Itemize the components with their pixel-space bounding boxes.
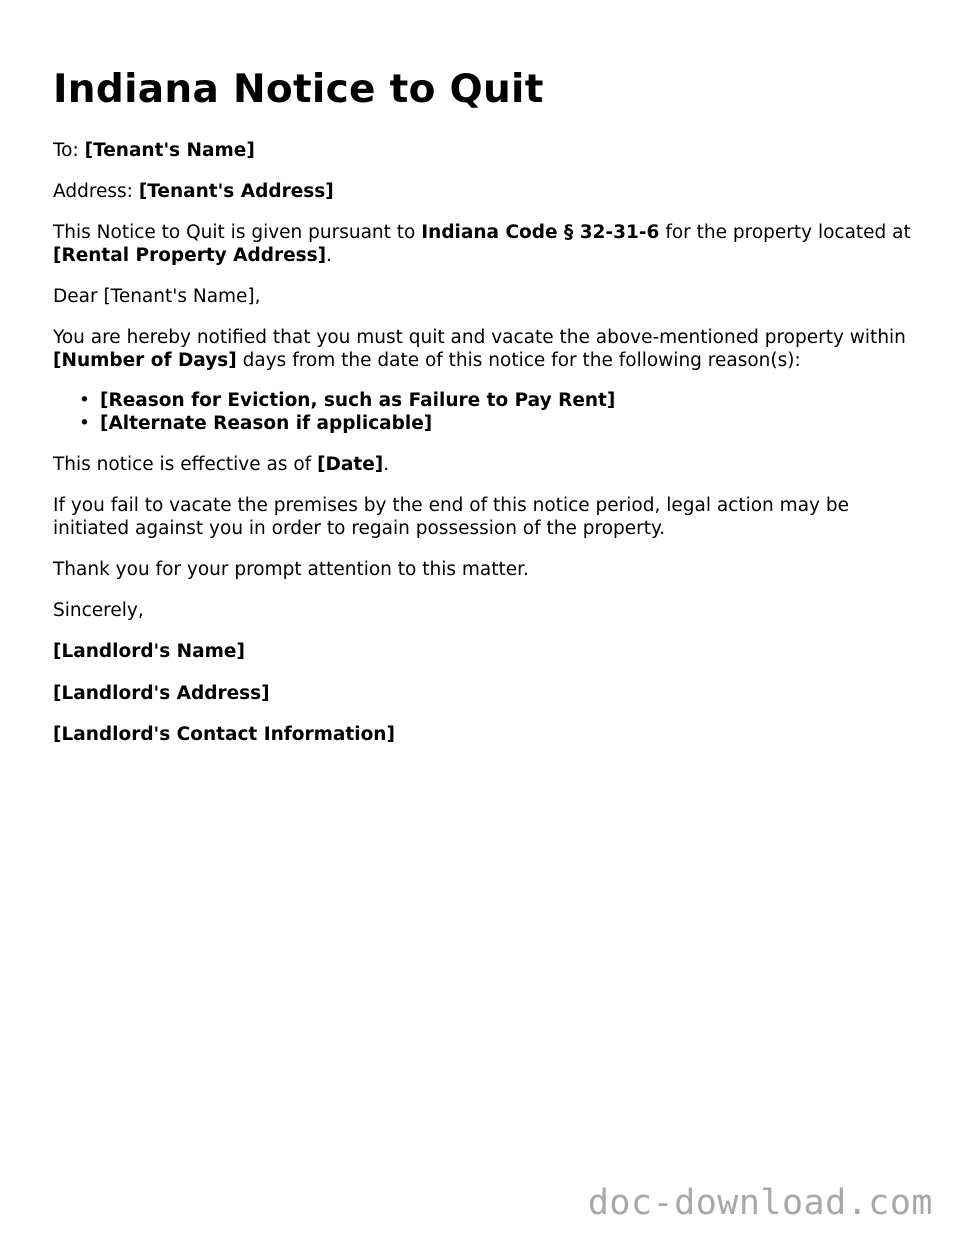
indiana-code-reference: Indiana Code § 32-31-6 — [421, 222, 660, 243]
thanks-line: Thank you for your prompt attention to this matter. — [53, 559, 529, 580]
number-of-days-placeholder: [Number of Days] — [53, 350, 237, 371]
notice-paragraph — [53, 326, 913, 372]
intro-paragraph — [53, 221, 913, 267]
date-placeholder: [Date] — [317, 454, 384, 475]
landlord-name-placeholder — [53, 640, 913, 663]
reason-text: [Reason for Eviction, such as Failure to Pay Rent] — [100, 390, 616, 411]
closing-line: Sincerely, — [53, 600, 144, 621]
bullet-icon: • — [79, 413, 90, 434]
landlord-contact: [Landlord's Contact Information] — [53, 724, 395, 745]
salutation: Dear [Tenant's Name], — [53, 286, 261, 307]
landlord-address: [Landlord's Address] — [53, 683, 270, 704]
list-item — [79, 412, 615, 435]
address-line — [53, 180, 913, 203]
warning-paragraph: If you fail to vacate the premises by the end of this notice period, legal action may be initiated against you in order to regain possession of the property. — [53, 495, 849, 539]
effective-line — [53, 453, 913, 476]
intro-prefix: This Notice to Quit is given pursuant to — [53, 222, 416, 243]
landlord-address-placeholder — [53, 682, 913, 705]
notice-suffix: days from the date of this notice for the following reason(s): — [242, 350, 801, 371]
intro-suffix: . — [326, 245, 333, 266]
landlord-contact-placeholder — [53, 723, 913, 746]
watermark-text: doc-download.com — [587, 1183, 933, 1223]
bullet-icon: • — [79, 390, 90, 411]
to-label: To: — [53, 140, 79, 161]
address-label: Address: — [53, 181, 133, 202]
effective-suffix: . — [383, 454, 390, 475]
tenant-name-placeholder: [Tenant's Name] — [84, 140, 255, 161]
list-item — [79, 389, 616, 412]
reasons-list — [53, 389, 615, 435]
recipient-line — [53, 139, 913, 162]
effective-prefix: This notice is effective as of — [53, 454, 312, 475]
reason-text: [Alternate Reason if applicable] — [100, 413, 433, 434]
tenant-address-placeholder: [Tenant's Address] — [138, 181, 334, 202]
landlord-name: [Landlord's Name] — [53, 641, 245, 662]
notice-prefix: You are hereby notified that you must quit and vacate the above-mentioned property within — [53, 327, 906, 348]
intro-middle: for the property located at — [665, 222, 911, 243]
rental-property-placeholder: [Rental Property Address] — [53, 245, 327, 266]
document-title: Indiana Notice to Quit — [53, 67, 544, 112]
